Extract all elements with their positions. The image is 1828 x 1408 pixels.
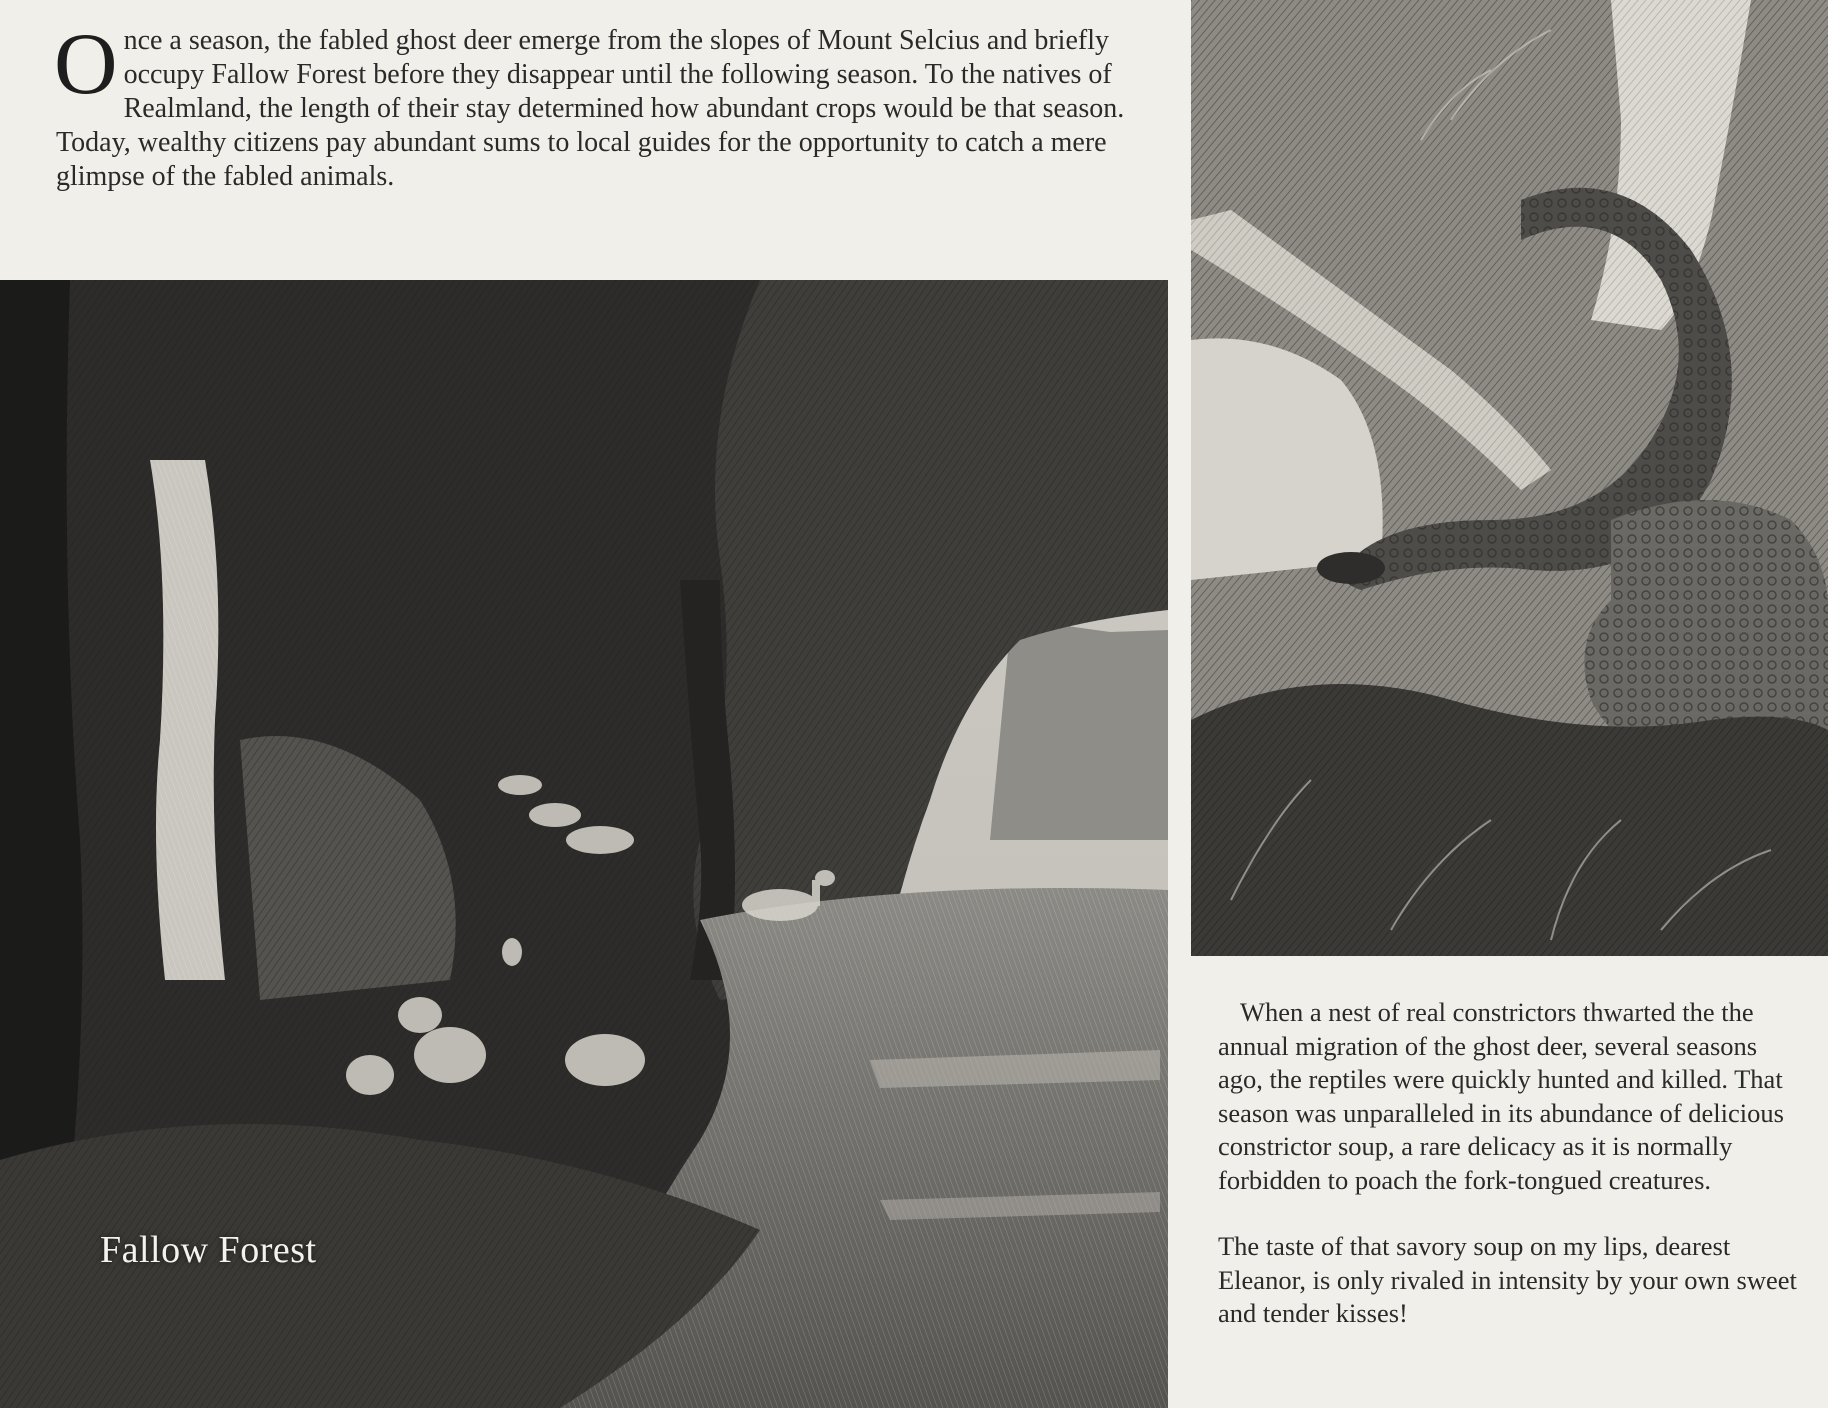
- constrictor-illustration: [1191, 0, 1828, 956]
- drop-cap: O: [54, 16, 118, 113]
- story-paragraph-1: When a nest of real constrictors thwarted the the annual migration of the ghost deer, several seasons ago, the reptiles were quickly hunted and killed. That season was unparalleled in its abundance of delicious constrictor soup, a rare delicacy as it is normally forbidden to poach the fork-tongued creatures.: [1218, 997, 1784, 1195]
- forest-caption: Fallow Forest: [100, 1229, 317, 1271]
- intro-paragraph: [54, 16, 1146, 194]
- story-paragraph-2: The taste of that savory soup on my lips, dearest Eleanor, is only rivaled in intensity by your own sweet and tender kisses!: [1218, 1231, 1797, 1328]
- intro-text: nce a season, the fabled ghost deer emerge from the slopes of Mount Selcius and briefly occupy Fallow Forest before they disappear until the following season. To the natives of Realmland, the length of their stay determined how abundant crops would be that season. Today, wealthy citizens pay abundant sums to local guides for the opportunity to catch a mere glimpse of the fabled animals.: [56, 25, 1125, 192]
- story-text: [1218, 996, 1808, 1331]
- constrictor-engraving: [1191, 0, 1828, 956]
